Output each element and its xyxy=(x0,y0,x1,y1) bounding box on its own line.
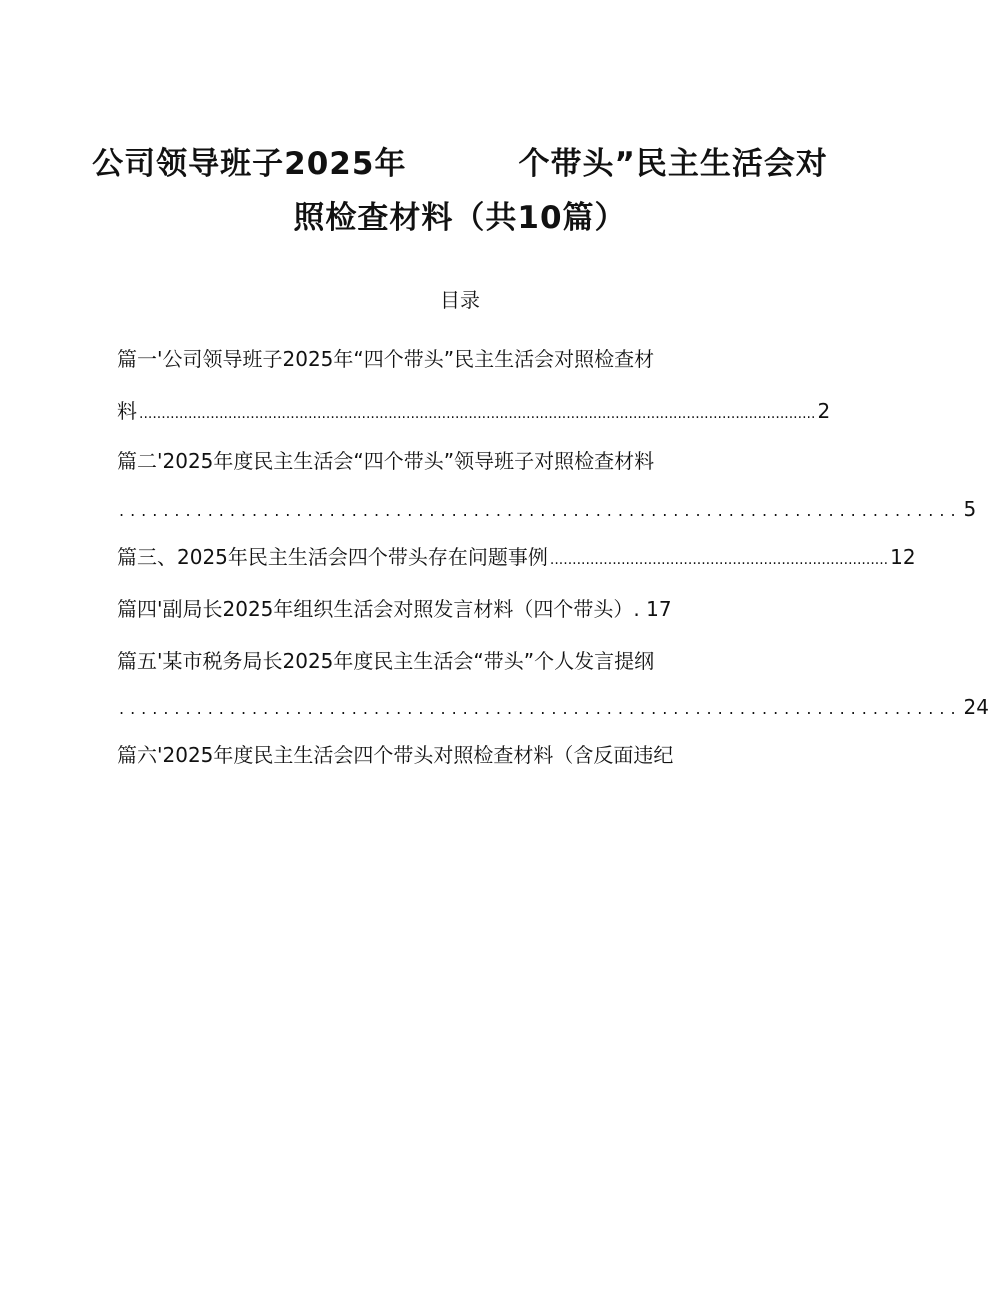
toc-leader-row xyxy=(117,542,916,575)
toc-leader-row xyxy=(117,692,989,724)
toc-entry-1-title[interactable] xyxy=(117,344,819,374)
toc-page-number: 5 xyxy=(963,497,977,521)
toc-leader-row xyxy=(117,396,831,429)
toc-leader-dots: ........................................................................................................................................................ xyxy=(139,406,816,422)
toc-entry-4[interactable] xyxy=(117,594,819,624)
toc-entry-5-title[interactable] xyxy=(117,646,819,676)
toc-leader-dots: ............................................................................ xyxy=(119,699,962,718)
toc-heading: 目录 xyxy=(440,288,480,312)
toc-entry-3[interactable] xyxy=(117,542,916,572)
toc-entry-2-title[interactable] xyxy=(117,446,819,476)
toc-entry-text: 篇二'2025年度民主生活会“四个带头”领导班子对照检查材料 xyxy=(117,449,655,473)
toc-entry-text: 料 xyxy=(117,399,137,423)
toc-page-number: 24 xyxy=(963,695,989,719)
toc-entry-text: 篇六'2025年度民主生活会四个带头对照检查材料（含反面违纪 xyxy=(117,743,674,767)
document-title-line-1 xyxy=(0,138,920,183)
toc-entry-6[interactable] xyxy=(117,740,819,770)
toc-entry-1-leader[interactable] xyxy=(117,396,831,426)
toc-page-number: 12 xyxy=(890,545,916,569)
toc-entry-2-leader[interactable] xyxy=(117,494,977,524)
toc-entry-text: 篇四'副局长2025年组织生活会对照发言材料（四个带头）. 17 xyxy=(117,597,672,621)
title-part-1: 公司领导班子2025年 xyxy=(92,146,407,182)
toc-entry-text: 篇一'公司领导班子2025年“四个带头”民主生活会对照检查材 xyxy=(117,347,655,371)
toc-entry-5-leader[interactable] xyxy=(117,692,989,722)
toc-leader-row xyxy=(117,494,977,526)
title-part-2: 个带头”民主生活会对 xyxy=(518,146,828,182)
document-title-line-2: 照检查材料（共10篇） xyxy=(293,200,627,236)
toc-entry-text: 篇五'某市税务局长2025年度民主生活会“带头”个人发言提纲 xyxy=(117,649,655,673)
toc-entry-text: 篇三、2025年民主生活会四个带头存在问题事例 xyxy=(117,545,548,569)
toc-leader-dots: ............................................................................ xyxy=(549,552,889,568)
toc-leader-dots: ............................................................................ xyxy=(119,501,962,520)
toc-page-number: 2 xyxy=(817,399,831,423)
